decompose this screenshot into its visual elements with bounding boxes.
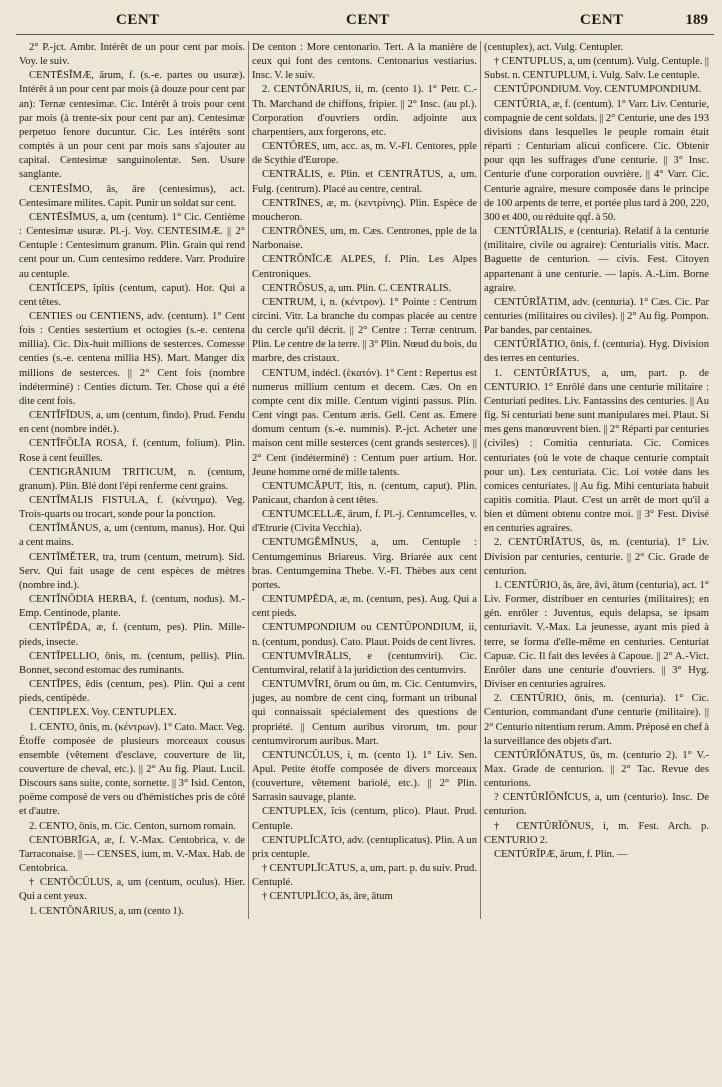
column-middle [248,41,480,919]
dictionary-entry: CENTRŌNĬCÆ ALPES, f. Plin. Les Alpes Centroniques. [252,254,477,280]
running-head-left: CENT [116,12,160,28]
dictionary-entry: † CENTŎCŬLUS, a, um (centum, oculus). Hier. Qui a cent yeux. [19,877,245,903]
dictionary-entry: CENTIES ou CENTIENS, adv. (centum). 1° Cent fois : Centies sestertium et octogies (s.-e. centena millia). Cic. Dix-huit millions de sesterces. Comesse centies (s.-e. centena millia HS). Mart. Manger dix millions de sesterces. || 2° Cent fois (nombre indéterminé) : Centies dictum. Ter. Chose qui a été dite cent fois. [19,310,245,407]
dictionary-entry: CENTĬFŎLĬA ROSA, f. (centum, folium). Plin. Rose à cent feuilles. [19,438,245,464]
dictionary-entry: CENTŬRĬĀTIM, adv. (centuria). 1° Cæs. Cic. Par centuries (militaires ou civiles). || 2° Au fig. Pompon. Par bandes, par centaines. [484,296,709,337]
dictionary-entry: † CENTUPLUS, a, um (centum). Vulg. Centuple. || Subst. n. CENTUPLUM, i. Vulg. Salv. Le centuple. [484,56,709,82]
dictionary-entry: CENTUMVĬRI, ōrum ou ûm, m. Cic. Centumvirs, juges, au nombre de cent cinq, formant un tribunal qui connaissait spécialement des questions de propriété. || Centum auribus virorum, tm. pour centumvirorum auribus. Mart. [252,679,477,747]
dictionary-entry: CENTŬRĬĀTIO, ōnis, f. (centuria). Hyg. Division des terres en centuries. [484,339,709,365]
dictionary-entry: CENTIPLEX. Voy. CENTUPLEX. [29,707,177,719]
dictionary-entry: CENTĒSĬMUS, a, um (centum). 1° Cic. Centième : Centesimæ usuræ. Pl.-j. Voy. CENTESIMÆ. || 2° Centuple : Centesimum granum. Plin. Grain qui rend cent pour un. Cum centesimo reddere. Varr. Produire au centuple. [19,211,245,280]
page-header [16,6,714,35]
dictionary-entry: CENTIGRĀNIUM TRITICUM, n. (centum, granum). Plin. Blé dont l'épi renferme cent grains. [19,466,245,492]
dictionary-entry: CENTĬPĔDA, æ, f. (centum, pes). Plin. Mille-pieds, insecte. [19,622,245,648]
dictionary-entry: CENTĒSĬMÆ, ārum, f. (s.-e. partes ou usuræ). Intérêt à un pour cent par mois (à douze pour cent par an): Ternæ centesimæ. Cic. Intérêt à trois pour cent par mois (à trente-six pour cent par an). Centesimæ perpetuo fenore ducuntur. Cic. Les intérêts sont comptés à un pour cent par mois sans s'ajouter au capital. Centesimæ sanguinolentæ. Sen. Usure sanglante. [19,70,245,181]
dictionary-entry: 1. CENTO, ōnis, m. (κέντρων). 1° Cato. Macr. Veg. Étoffe composée de plusieurs morceaux cousus ensemble (vêtement d'esclave, couverture de lit, couverture de cheval, etc.). || 2° Au fig. Plaut. Lucil. Discours sans suite, conte, sornette. || 3° Isid. Centon, poëme composé de vers ou d'hémistiches pris de côté et d'autre. [19,721,245,818]
dictionary-entry: CENTRĀLIS, e. Plin. et CENTRĀTUS, a, um. Fulg. (centrum). Placé au centre, central. [252,169,477,195]
dictionary-entry: CENTUM, indécl. (ἑκατόν). 1° Cent : Repertus est numerus millium centum et decem. Cæs. On en compte cent dix mille. Centum viginti passus. Plin. Cent vingt pas. Centum æris. Gell. Cent as. Emere domum centum (s.-e. nummis). P.-jct. Acheter une maison cent mille sesterces (cent grands sesterces). || 2° Cent (indéterminé) : Centum puer artium. Hor. Jeune homme orné de mille talents. [252,367,477,478]
dictionary-entry: CENTĬMĂNUS, a, um (centum, manus). Hor. Qui a cent mains. [19,523,245,549]
dictionary-entry: CENTRŌNES, um, m. Cæs. Centrones, pple de la Narbonaise. [252,226,477,252]
dictionary-entry: CENTUMCELLÆ, ārum, f. Pl.-j. Centumcelles, v. d'Etrurie (Civita Vecchia). [252,509,477,535]
dictionary-entry: CENTŬRĬŌNĀTUS, ūs, m. (centurio 2). 1° V.-Max. Grade de centurion. || 2° Tac. Revue des centurions. [484,749,709,790]
dictionary-entry: CENTŬRĬĀLIS, e (centuria). Relatif à la centurie (militaire, civile ou agraire): Centurialis vitis. Macr. Baguette de centurion. — civis. Fest. Citoyen appartenant à une centurie. — lapis. A.-Lim. Borne agraire. [484,226,709,294]
dictionary-entry: 2. CENTŌNĀRIUS, ii, m. (cento 1). 1° Petr. C.-Th. Marchand de chiffons, fripier. || 2° Insc. (au pl.). Corporation d'ouvriers ordin. adjointe aux charpentiers, aux forgerons, etc. [252,84,477,138]
dictionary-entry: CENTĒSĬMO, ās, āre (centesimus), act. Centesimare milites. Capit. Punir un soldat sur cent. [19,183,245,209]
dictionary-entry: CENTUMPĔDA, æ, m. (centum, pes). Aug. Qui a cent pieds. [252,594,477,620]
dictionary-entry: CENTUNCŬLUS, i, m. (cento 1). 1° Liv. Sen. Apul. Petite étoffe composée de divers morceaux (couverture, vêtement bariolé, etc.). || 2° Plin. Sarrasin sauvage, plante. [252,749,477,804]
dictionary-entry: CENTĬPES, ĕdis (centum, pes). Plin. Qui a cent pieds, centipède. [19,679,245,705]
dictionary-entry: (centuplex), act. Vulg. Centupler. [484,42,624,53]
dictionary-entry: 1. CENTŬRIO, ās, āre, āvi, ātum (centuria), act. 1° Liv. Former, distribuer en centuries (militaires); en gén. enrôler : Juventus, equis delapsa, se ipsam centuriavit. V.-Max. La jeunesse, ayant mis pied à terre, se forma d'elle-même en centuries. Centuriat Capuæ. Cic. Il fait des levées à Capoue. || 2° A.-Vict. Enrôler dans une centurie d'ouvriers. || 3° Hyg. Diviser en centuries agraires. [484,579,709,691]
dictionary-entry: CENTĬCEPS, ĭpĭtis (centum, caput). Hor. Qui a cent têtes. [19,282,245,308]
dictionary-entry: 1. CENTŌNĀRIUS, a, um (cento 1). [29,905,184,917]
dictionary-entry: 2. CENTO, ōnis, m. Cic. Centon, surnom romain. [29,820,236,832]
column-left [16,41,248,919]
dictionary-entry: CENTŬPONDIUM. Voy. CENTUMPONDIUM. [494,84,702,96]
dictionary-entry: 1. CENTŬRĬĀTUS, a, um, part. p. de CENTURIO. 1° Enrôlé dans une centurie militaire : Centuriati pedites. Liv. Fantassins des centuries. || Au fig. Si centuriati bene sunt manipulares mei. Plaut. Si mes gens manœuvrent bien. || 2° Réparti par centuries (civiles) : Comitia centuriata. Cic. Comices centuriates (où le vote de chaque centurie comptait pour un). Lex centuriata. Cic. Loi votée dans les comices centuriates. || Au fig. Mihi centuriata habuit capitis comitia. Plaut. C'est un arrêt de mort qu'il a bien et dûment obtenu contre moi. || 3° Fest. Divisé en centuries agraires. [484,367,709,535]
dictionary-entry: ? CENTŬRĬŌNĬCUS, a, um (centurio). Insc. De centurion. [484,792,709,818]
dictionary-entry: CENTUMPONDIUM ou CENTŬPONDIUM, ii, n. (centum, pondus). Cato. Plaut. Poids de cent livres. [252,622,477,648]
dictionary-entry: CENTUPLĬCĀTO, adv. (centuplicatus). Plin. A un prix centuple. [252,834,477,860]
dictionary-entry: 2. CENTŬRĬĀTUS, ūs, m. (centuria). 1° Liv. Division par centuries, centurie. || 2° Cic. Grade de centurion. [484,537,709,577]
running-head-right: CENT [580,12,624,28]
dictionary-entry: CENTUMCĂPUT, ĭtis, n. (centum, caput). Plin. Panicaut, chardon à cent têtes. [252,480,477,506]
dictionary-entry: 2° P.-jct. Ambr. Intérêt de un pour cent par mois. Voy. le suiv. [19,42,245,68]
page-number: 189 [685,12,708,28]
dictionary-entry: CENTUPLEX, ĭcis (centum, plico). Plaut. Prud. Centuple. [252,806,477,832]
dictionary-entry: † CENTUPLĬCĀTUS, a, um, part. p. du suiv. Prud. Centuplé. [252,863,477,889]
dictionary-entry: CENTOBRĪGA, æ, f. V.-Max. Centobrica, v. de Tarraconaise. || — CENSES, ium, m. V.-Max. Hab. de Centobrica. [19,834,245,875]
dictionary-entry: CENTĬMĔTER, tra, trum (centum, metrum). Sid. Serv. Qui fait usage de cent espèces de mètres (nombre ind.). [19,551,245,591]
column-right [480,41,712,919]
dictionary-entry: CENTRUM, i, n. (κέντρον). 1° Pointe : Centrum circini. Vitr. La branche du compas placée au centre du cercle qu'il décrit. || 2° Centre : Terræ centrum. Plin. Le centre de la terre. || 3° Plin. Nœud du bois, du marbre, des cristaux. [252,296,477,365]
dictionary-entry: CENTĬNŌDIA HERBA, f. (centum, nodus). M.-Emp. Centinode, plante. [19,594,245,620]
dictionary-entry: † CENTŬRĬŌNUS, i, m. Fest. Arch. p. CENTURIO 2. [484,820,709,846]
dictionary-entry: CENTRĪNES, æ, m. (κεντρίνης). Plin. Espèce de moucheron. [252,197,477,223]
columns [16,41,714,919]
dictionary-entry: De centon : More centonario. Tert. A la manière de ceux qui font des centons. Centonarius vestiarius. Insc. V. le suiv. [252,42,477,82]
dictionary-entry: CENTŌRES, um, acc. as, m. V.-Fl. Centores, pple de Scythie d'Europe. [252,141,477,167]
dictionary-entry: 2. CENTŬRIO, ōnis, m. (centuria). 1° Cic. Centurion, commandant d'une centurie (militaire). || 2° Centurio nitentium rerum. Amm. Préposé en chef à la surveillance des objets d'art. [484,693,710,747]
dictionary-entry: CENTĬFĬDUS, a, um (centum, findo). Prud. Fendu en cent (nombre indét.). [19,410,245,436]
dictionary-entry: CENTUMGĔMĬNUS, a, um. Centuple : Centumgeminus Briareus. Virg. Briarée aux cent bras. Centumgemina Thebe. V.-Fl. Thèbes aux cent portes. [252,537,477,591]
dictionary-entry: CENTĬPELLIO, ōnis, m. (centum, pellis). Plin. Bonnet, second estomac des ruminants. [19,650,245,676]
running-head-center: CENT [346,12,390,28]
dictionary-entry: CENTRŌSUS, a, um. Plin. C. CENTRALIS. [262,282,452,294]
dictionary-entry: CENTŬRIA, æ, f. (centum). 1° Varr. Liv. Centurie, compagnie de cent soldats. || 2° Centurie, une des 193 divisions dans lesquelles le peuple romain était réparti : Centuriam alicui conficere. Cic. Obtenir pour qqn les suffrages d'une centurie. || 3° Insc. Centurie d'une corporation ouvrière. || 4° Varr. Cic. Centurie agraire, mesure composée dans le principe de 100 arpents de terre, et portée plus tard à 200, 220, 300 et 400, ou réduite qqf. à 50. [484,98,709,223]
dictionary-entry: † CENTUPLĬCO, ās, āre, ātum [262,891,393,903]
dictionary-entry: CENTUMVĬRĀLIS, e (centumviri). Cic. Centumviral, relatif à la juridiction des centumvirs. [252,650,477,676]
dictionary-entry: CENTŬRĬPÆ, ārum, f. Plin. — [494,848,628,860]
dictionary-entry: CENTĬMĀLIS FISTULA, f. (κέντημα). Veg. Trois-quarts ou trocart, sonde pour la ponction. [19,495,245,521]
